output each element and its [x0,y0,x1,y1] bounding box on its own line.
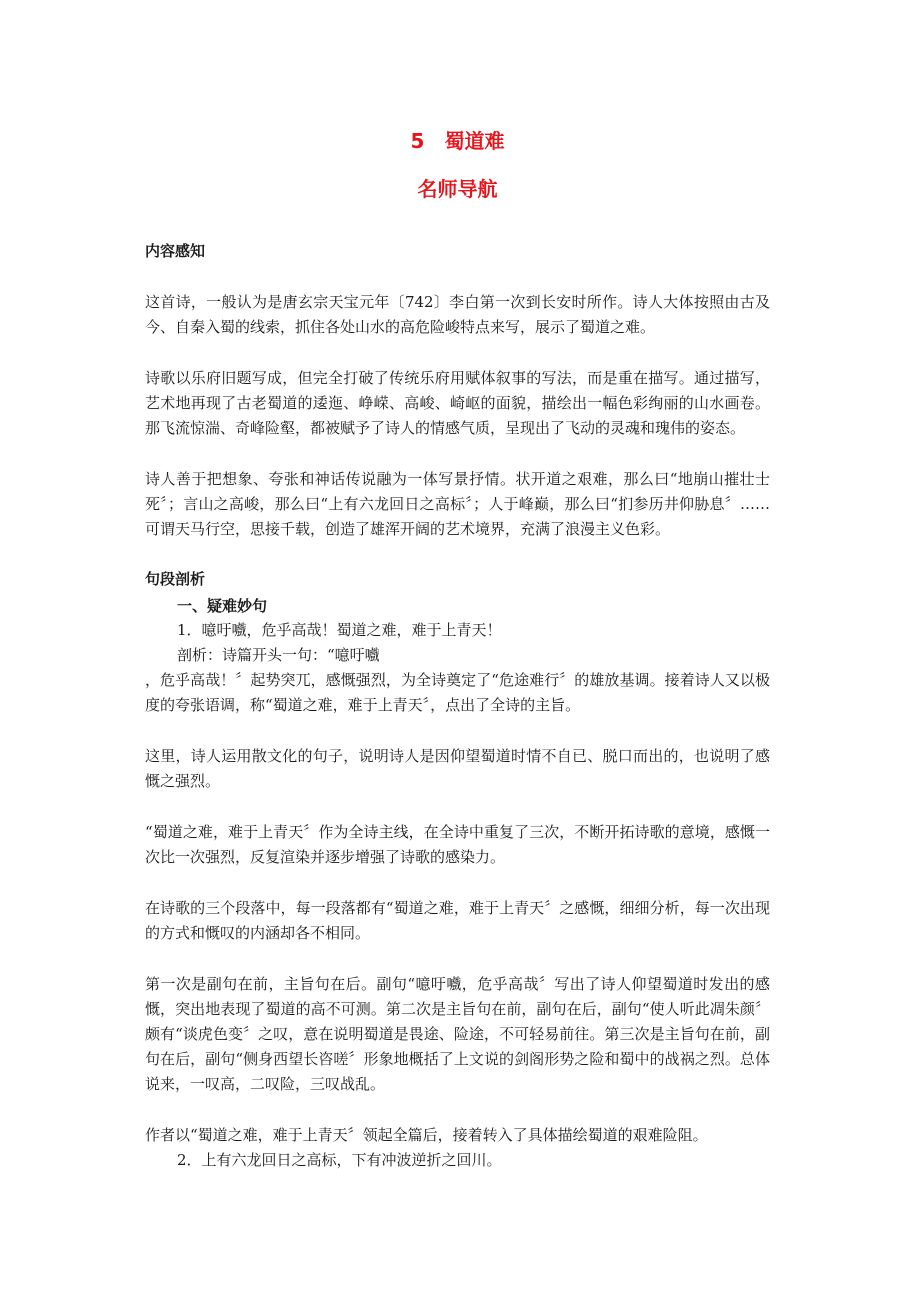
list-item: 2．上有六龙回日之高标，下有冲波逆折之回川。 [177,1151,502,1169]
paragraph: ，危乎高哉！〞起势突兀，感慨强烈，为全诗奠定了“危途难行〞的雄放基调。接着诗人又以极度的夸张语调，称“蜀道之难，难于上青天〞，点出了全诗的主旨。 [145,671,770,714]
section-heading-content: 内容感知 [145,242,206,260]
section-heading-analysis: 句段剖析 [145,570,206,588]
paragraph: 作者以“蜀道之难，难于上青天〞领起全篇后，接着转入了具体描绘蜀道的艰难险阻。 [145,1126,708,1144]
document-page [145,128,770,1173]
paragraph: “蜀道之难，难于上青天〞作为全诗主线，在全诗中重复了三次，不断开拓诗歌的意境，感慨一次比一次强烈，反复渲染并逐步增强了诗歌的感染力。 [145,823,770,866]
paragraph: 这首诗，一般认为是唐玄宗天宝元年〔742〕李白第一次到长安时所作。诗人大体按照由古及今、自秦入蜀的线索，抓住各处山水的高危险峻特点来写，展示了蜀道之难。 [145,293,770,336]
paragraph: 诗人善于把想象、夸张和神话传说融为一体写景抒情。状开道之艰难，那么曰“地崩山摧壮士死〞；言山之高峻，那么曰“上有六龙回日之高标〞；人于峰巅，那么曰“扪参历井仰胁息〞……可谓天马行空，思接千载，创造了雄浑开阔的艺术境界，充满了浪漫主义色彩。 [145,470,770,538]
document-title: 5 蜀道难 [410,129,505,153]
paragraph: 第一次是副句在前，主旨句在后。副句“噫吁嚱，危乎高哉〞写出了诗人仰望蜀道时发出的感慨，突出地表现了蜀道的高不可测。第二次是主旨句在前，副句在后，副句“使人听此凋朱颜〞颇有“谈虎色变〞之叹，意在说明蜀道是畏途、险途，不可轻易前往。第三次是主旨句在前，副句在后，副句“侧身西望长咨嗟〞形象地概括了上文说的剑阁形势之险和蜀中的战祸之烈。总体说来，一叹高，二叹险，三叹战乱。 [145,975,770,1093]
document-subtitle: 名师导航 [417,177,498,201]
paragraph: 在诗歌的三个段落中，每一段落都有“蜀道之难，难于上青天〞之感慨，细细分析，每一次出现的方式和慨叹的内涵却各不相同。 [145,899,770,942]
paragraph: 诗歌以乐府旧题写成，但完全打破了传统乐府用赋体叙事的写法，而是重在描写。通过描写，艺术地再现了古老蜀道的逶迤、峥嵘、高峻、崎岖的面貌，描绘出一幅色彩绚丽的山水画卷。那飞流惊湍、奇峰险壑，都被赋予了诗人的情感气质，呈现出了飞动的灵魂和瑰伟的姿态。 [145,369,770,437]
paragraph: 这里，诗人运用散文化的句子，说明诗人是因仰望蜀道时情不自已、脱口而出的，也说明了感慨之强烈。 [145,747,770,790]
analysis-intro: 剖析：诗篇开头一句：“噫吁嚱 [177,646,380,664]
list-item: 1．噫吁嚱，危乎高哉！蜀道之难，难于上青天！ [177,621,502,639]
sub-heading: 一、疑难妙句 [177,597,268,615]
